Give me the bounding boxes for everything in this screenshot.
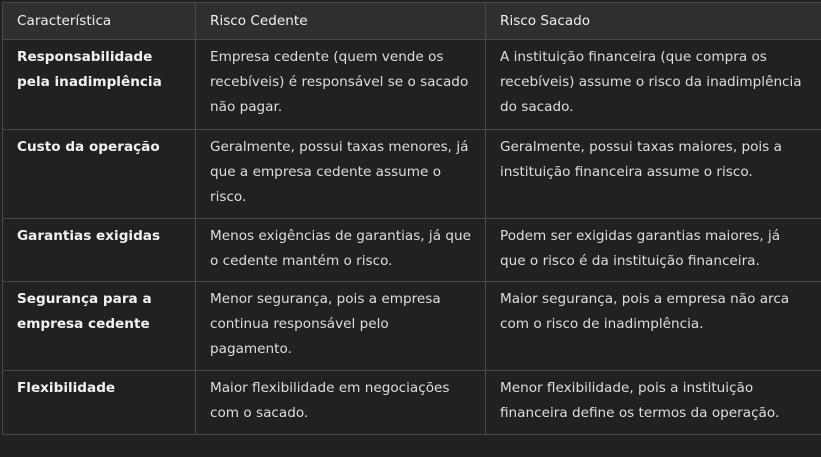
row-feature: Responsabilidade pela inadimplência xyxy=(3,40,196,130)
row-cedente: Maior flexibilidade em negociações com o sacado. xyxy=(196,371,486,435)
row-sacado: Geralmente, possui taxas maiores, pois a instituição financeira assume o risco. xyxy=(486,130,821,219)
header-risco-cedente: Risco Cedente xyxy=(196,3,486,40)
row-sacado: Menor flexibilidade, pois a instituição financeira define os termos da operação. xyxy=(486,371,821,435)
table-header xyxy=(3,3,821,40)
table-body xyxy=(3,40,821,435)
row-cedente: Menor segurança, pois a empresa continua responsável pelo pagamento. xyxy=(196,282,486,371)
row-sacado: Podem ser exigidas garantias maiores, já que o risco é da instituição financeira. xyxy=(486,219,821,282)
header-risco-sacado: Risco Sacado xyxy=(486,3,821,40)
row-sacado: Maior segurança, pois a empresa não arca com o risco de inadimplência. xyxy=(486,282,821,371)
row-sacado: A instituição financeira (que compra os recebíveis) assume o risco da inadimplência do sacado. xyxy=(486,40,821,130)
row-feature: Custo da operação xyxy=(3,130,196,219)
row-feature: Garantias exigidas xyxy=(3,219,196,282)
header-caracteristica: Característica xyxy=(3,3,196,40)
table-row xyxy=(3,371,821,435)
table-row xyxy=(3,40,821,130)
table-row xyxy=(3,219,821,282)
header-row xyxy=(3,3,821,40)
table-row xyxy=(3,130,821,219)
comparison-table xyxy=(2,2,821,435)
row-feature: Flexibilidade xyxy=(3,371,196,435)
table-row xyxy=(3,282,821,371)
row-feature: Segurança para a empresa cedente xyxy=(3,282,196,371)
row-cedente: Menos exigências de garantias, já que o cedente mantém o risco. xyxy=(196,219,486,282)
row-cedente: Geralmente, possui taxas menores, já que a empresa cedente assume o risco. xyxy=(196,130,486,219)
row-cedente: Empresa cedente (quem vende os recebíveis) é responsável se o sacado não pagar. xyxy=(196,40,486,130)
